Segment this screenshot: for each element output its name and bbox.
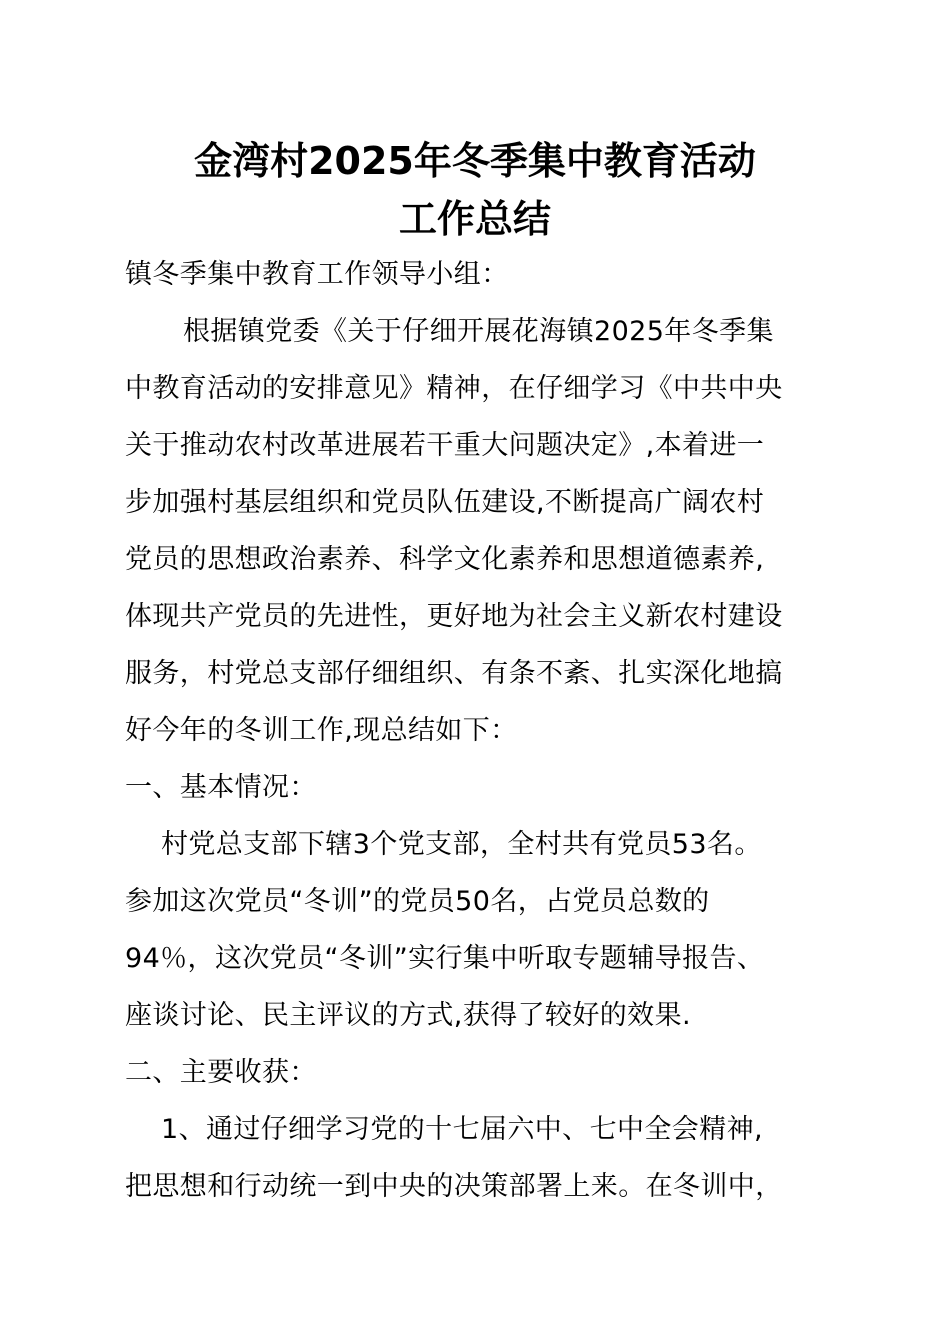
salutation: 镇冬季集中教育工作领导小组： [125,259,509,290]
paragraph-line: 关于推动农村改革进展若干重大问题决定》,本着进一 [125,430,765,461]
paragraph-line: 参加这次党员“冬训”的党员50名，占党员总数的 [125,886,710,917]
paragraph-line: 根据镇党委《关于仔细开展花海镇2025年冬季集 [183,316,774,347]
paragraph-line: 中教育活动的安排意见》精神，在仔细学习《中共中央 [125,373,783,404]
paragraph-line: 把思想和行动统一到中央的决策部署上来。在冬训中， [125,1171,783,1202]
document-title-line-2: 工作总结 [398,197,551,241]
section-heading-basic-situation: 一、基本情况： [125,772,317,803]
paragraph-line: 94％，这次党员“冬训”实行集中听取专题辅导报告、 [125,943,765,974]
section-heading-main-gains: 二、主要收获： [125,1057,317,1088]
paragraph-line: 党员的思想政治素养、科学文化素养和思想道德素养, [125,544,765,575]
paragraph-line: 体现共产党员的先进性，更好地为社会主义新农村建设 [125,601,783,632]
paragraph-line: 步加强村基层组织和党员队伍建设,不断提高广阔农村 [125,487,765,518]
paragraph-line: 1、通过仔细学习党的十七届六中、七中全会精神, [161,1114,763,1145]
document-title-line-1: 金湾村2025年冬季集中教育活动 [194,139,756,183]
paragraph-line: 座谈讨论、民主评议的方式,获得了较好的效果. [125,1000,691,1031]
paragraph-line: 村党总支部下辖3个党支部，全村共有党员53名。 [161,829,762,860]
paragraph-line: 好今年的冬训工作,现总结如下： [125,715,518,746]
paragraph-line: 服务，村党总支部仔细组织、有条不紊、扎实深化地搞 [125,658,783,689]
